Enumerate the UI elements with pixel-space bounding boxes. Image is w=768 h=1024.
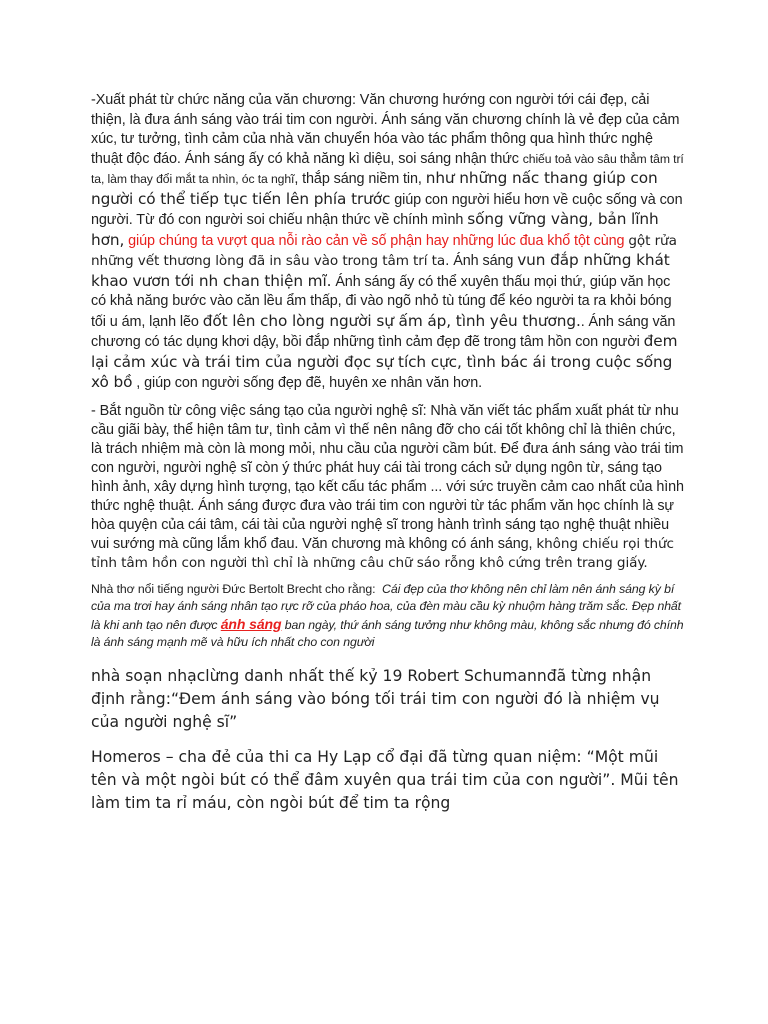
text-run: Nhà thơ nổi tiếng người Đức Bertolt Brecht cho rằng: [91, 581, 376, 596]
paragraph-brecht-quote [91, 581, 686, 652]
quote-text: ban ngày, thứ ánh sáng tưởng như không màu, không sắc nhưng đó chính là ánh sáng mạnh mẽ và hữu ích nhất cho con người [91, 617, 684, 649]
emphasis-text: đốt lên cho lòng người sự ấm áp, tình yêu thương. [202, 311, 581, 330]
emphasis-text: vun đắp những khát khao vươn tới nh chan thiện mĩ. [91, 251, 670, 290]
text-run: . Ánh sáng văn chương có tác dụng khơi dậy, bồi đắp những tình cảm đẹp đẽ trong tâm hồn con người [91, 313, 676, 350]
highlighted-text: giúp chúng ta vượt qua nỗi rào cản về số phận hay những lúc đua khổ tột cùng [128, 232, 625, 249]
paragraph-homeros-quote: Homeros – cha đẻ của thi ca Hy Lạp cổ đại đã từng quan niệm: “Một mũi tên và một ngòi bút có thể đâm xuyên qua trái tim của con người”. Mũi tên làm tim ta rỉ máu, còn ngòi bút để tim ta rộng [91, 747, 679, 812]
text-run: không chiếu rọi thức tỉnh tâm hồn con người thì chỉ là những câu chữ sáo rỗng khô cứng trên trang giấy. [91, 535, 674, 571]
text-run: gột rửa những vết thương lòng đã in sâu vào trong tâm trí ta. [91, 232, 677, 269]
text-run: - Bắt nguồn từ công việc sáng tạo của người nghệ sĩ: Nhà văn viết tác phẩm xuất phát từ nhu cầu giãi bày, thể hiện tâm tư, tình cảm vì thế nên nâng đỡ cho cái tốt không chỉ là thiên chức, là trách nhiệm mà còn là mong mỏi, nhu cầu của người cầm bút. Để đưa ánh sáng vào trái tim con người, người nghệ sĩ còn ý thức phát huy cái tài trong cách sử dụng ngôn từ, sáng tạo hình ảnh, xây dựng hình tượng, tạo kết cấu tác phẩm ... với sức truyền cảm cao nhất của hình thức nghệ thuật. Ánh sáng được đưa vào trái tim con người từ tác phẩm văn học chính là sự hòa quyện của cái tâm, cái tài của người nghệ sĩ trong hành trình sáng tạo nghệ thuật nhiều vui sướng mà cũng lắm khổ đau. Văn chương mà không có ánh sáng, [91, 402, 684, 552]
text-run: , thắp sáng niềm tin, [294, 171, 422, 187]
text-run: -Xuất phát từ chức năng của văn chương: Văn chương hướng con người tới cái đẹp, cải thiện, là đưa ánh sáng vào trái tim con người. Ánh sáng văn chương chính là vẻ đẹp của cảm xúc, tư tưởng, tình cảm của nhà văn chuyển hóa vào tác phẩm thông qua hình thức nghệ thuật độc đáo. Ánh sáng ấy có khả năng kì diệu, soi sáng nhận thức [91, 92, 680, 167]
emphasis-text: sống vững vàng, bản lĩnh hơn, [91, 210, 659, 249]
anh-sang-link[interactable]: ánh sáng [220, 615, 282, 632]
text-run: Ánh sáng ấy có thể xuyên thấu mọi thứ, giúp văn học có khả năng bước vào căn lều ẩm thấp, đi vào ngõ nhỏ tù túng để kéo người ta ra khỏi bóng tối u ám, lạnh lẽo [91, 273, 672, 330]
paragraph-literature-function [91, 91, 686, 394]
text-run: Ánh sáng [453, 253, 514, 269]
text-run: , giúp con người sống đẹp đẽ, huyên xe nhân văn hơn. [136, 375, 483, 391]
paragraph-artist-creation [91, 402, 686, 573]
emphasis-text: đem lại cảm xúc và trái tim của người đọc sự tích cực, tình bác ái trong cuộc sống xô bồ [91, 332, 678, 391]
text-run: giúp con người hiểu hơn về cuộc sống và con người. Từ đó con người soi chiếu nhận thức về chính mình [91, 191, 683, 228]
emphasis-text: như những nấc thang giúp con người có thể tiếp tục tiến lên phía trước [91, 169, 658, 208]
quote-text: Cái đẹp của thơ không nên chỉ làm nên ánh sáng kỳ bí của ma trơi hay ánh sáng nhân tạo rực rỡ của pháo hoa, của đèn màu cầu kỳ nhuộm hàng trăm sắc. Đẹp nhất là khi anh tạo nên được [91, 581, 681, 632]
paragraph-schumann-quote: nhà soạn nhạclừng danh nhất thế kỷ 19 Robert Schumannđã từng nhận định rằng:“Đem ánh sáng vào bóng tối trái tim con người đó là nhiệm vụ của người nghệ sĩ” [91, 666, 660, 731]
text-run: chiếu toả vào sâu thẳm tâm trí ta, làm thay đổi mắt ta nhìn, óc ta nghĩ [91, 151, 684, 186]
